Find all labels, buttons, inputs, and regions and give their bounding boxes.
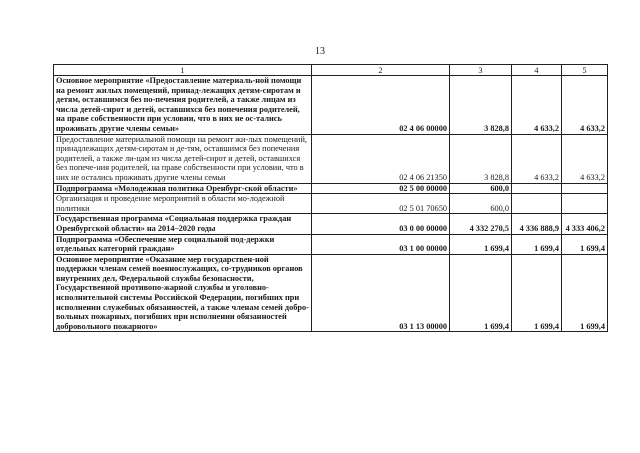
row-code-cell: 02 5 01 70650 (312, 194, 450, 214)
row-value-year-1: 1 699,4 (450, 234, 512, 254)
row-value-year-3 (562, 194, 608, 214)
row-name-cell: Основное мероприятие «Оказание мер государствен-ной поддержки членам семей военнослужащих, со-трудников органов внутренних дел, Федеральной службы безопасности, Государственной противопо-жарной службы и уголовно-исполнительной системы Российской Федерации, погибших при исполнении служебных обязанностей, а также членам семей добро-вольных пожарных, погибших при исполнении обязанностей добровольного пожарного» (54, 254, 312, 332)
row-value-year-3: 4 633,2 (562, 76, 608, 135)
row-name-cell: Подпрограмма «Обеспечение мер социальной под-держки отдельных категорий граждан» (54, 234, 312, 254)
row-name-cell: Подпрограмма «Молодежная политика Оренбург-ской области» (54, 183, 312, 194)
column-header-year-2: 4 (512, 65, 562, 76)
table-row (54, 214, 608, 234)
row-code-cell: 02 4 06 21350 (312, 134, 450, 183)
table-row (54, 134, 608, 183)
row-value-year-1: 1 699,4 (450, 254, 512, 332)
row-name-cell: Государственная программа «Социальная поддержка граждан Оренбургской области» на 2014–2020 годы (54, 214, 312, 234)
row-value-year-1: 600,0 (450, 194, 512, 214)
row-value-year-2 (512, 183, 562, 194)
column-header-year-1: 3 (450, 65, 512, 76)
row-code-cell: 02 5 00 00000 (312, 183, 450, 194)
table-row (54, 234, 608, 254)
budget-table (53, 64, 608, 332)
column-header-name: 1 (54, 65, 312, 76)
table-row (54, 183, 608, 194)
row-value-year-1: 600,0 (450, 183, 512, 194)
table-row (54, 194, 608, 214)
row-name-cell: Основное мероприятие «Предоставление материаль-ной помощи на ремонт жилых помещений, принад-лежащих детям-сиротам и детям, оставшимся без по-печения родителей, а также лицам из числа детей-сирот и детей, оставшихся без попечения родителей, на праве собственности при условии, что в них не ос-тались проживать другие члены семьи» (54, 76, 312, 135)
row-code-cell: 02 4 06 00000 (312, 76, 450, 135)
row-value-year-3: 4 333 406,2 (562, 214, 608, 234)
table-row (54, 254, 608, 332)
row-name-cell: Предоставление материальной помощи на ремонт жи-лых помещений, принадлежащих детям-сиротам и де-тям, оставшимся без попечения родителей, а также ли-цам из числа детей-сирот и детей, оставшихся без попече-ния родителей, на праве собственности при условии, что в них не остались проживать другие члены семьи (54, 134, 312, 183)
table-row (54, 76, 608, 135)
row-value-year-3: 4 633,2 (562, 134, 608, 183)
row-value-year-3: 1 699,4 (562, 254, 608, 332)
row-code-cell: 03 1 13 00000 (312, 254, 450, 332)
row-value-year-2: 4 336 888,9 (512, 214, 562, 234)
row-value-year-2: 4 633,2 (512, 134, 562, 183)
row-value-year-2: 4 633,2 (512, 76, 562, 135)
row-value-year-1: 4 332 270,5 (450, 214, 512, 234)
row-value-year-3 (562, 183, 608, 194)
row-name-cell: Организация и проведение мероприятий в области мо-лодежной политики (54, 194, 312, 214)
row-code-cell: 03 1 00 00000 (312, 234, 450, 254)
row-value-year-1: 3 828,8 (450, 134, 512, 183)
table-header-row (54, 65, 608, 76)
column-header-year-3: 5 (562, 65, 608, 76)
row-code-cell: 03 0 00 00000 (312, 214, 450, 234)
page-number: 13 (315, 46, 325, 57)
column-header-code: 2 (312, 65, 450, 76)
row-value-year-3: 1 699,4 (562, 234, 608, 254)
row-value-year-1: 3 828,8 (450, 76, 512, 135)
row-value-year-2 (512, 194, 562, 214)
row-value-year-2: 1 699,4 (512, 234, 562, 254)
row-value-year-2: 1 699,4 (512, 254, 562, 332)
